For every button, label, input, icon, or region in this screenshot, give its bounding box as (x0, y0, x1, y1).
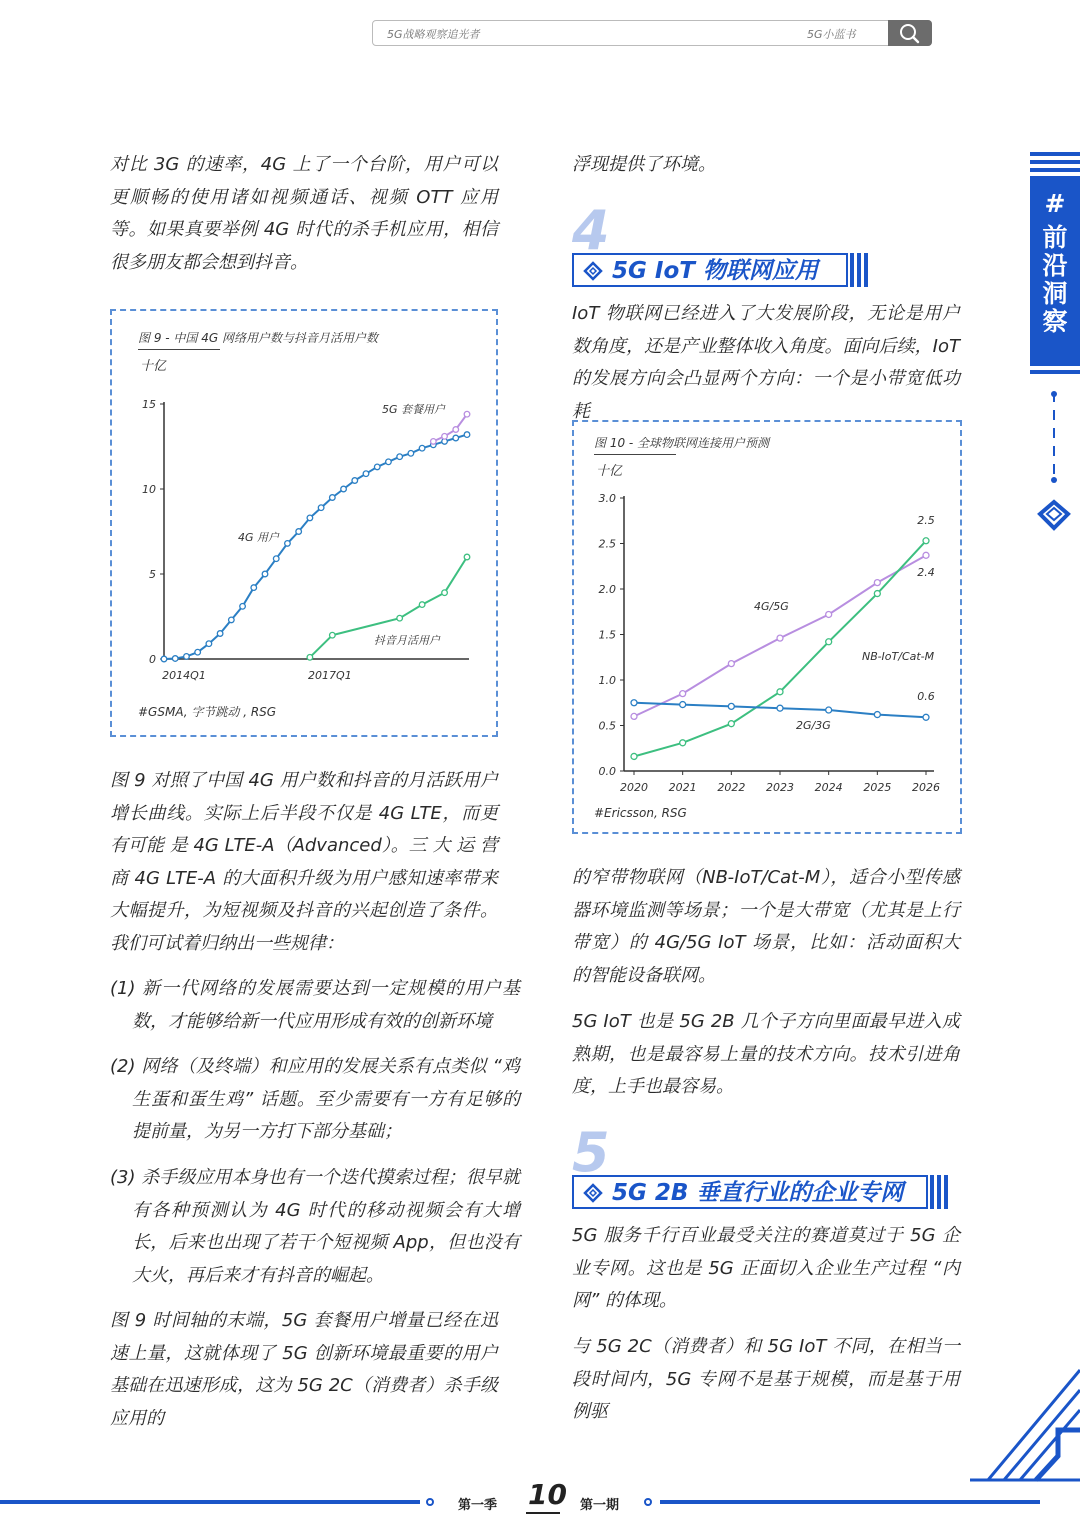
sidebar-char: 察 (1042, 307, 1068, 336)
data-point (431, 439, 437, 445)
series-label: 4G 用户 (238, 531, 280, 544)
section-4-bars (850, 253, 872, 287)
data-point (631, 700, 637, 706)
data-point (307, 515, 313, 521)
data-point (874, 712, 880, 718)
data-point (285, 541, 291, 547)
data-point (923, 538, 929, 544)
series-label: 2G/3G (796, 719, 831, 732)
y-tick-label: 0.0 (598, 765, 616, 778)
section-5-title: 5G 2B 垂直行业的企业专网 (612, 1180, 904, 1206)
data-point (229, 617, 235, 623)
right-paragraph-6: 5G IoT 也是 5G 2B 几个子方向里面最早进入成熟期，也是最容易上量的技术方向。技术引进角度，上手也最容易。 (572, 1011, 960, 1097)
right-paragraph-7: 5G 服务千行百业最受关注的赛道莫过于 5G 企业专网。这也是 5G 正面切入企业生产过程 “内网” 的体现。 (572, 1225, 960, 1311)
sidebar-char: 前 (1042, 223, 1068, 252)
data-point (442, 434, 448, 440)
series-line (634, 541, 926, 757)
y-tick-label: 2.5 (598, 537, 616, 551)
data-point (453, 435, 459, 441)
header-search-bar[interactable] (372, 20, 932, 46)
data-point (777, 689, 783, 695)
data-point (296, 529, 302, 535)
y-tick-label: 1.5 (598, 628, 616, 642)
diamond-icon (582, 1183, 604, 1203)
y-tick-label: 1.0 (598, 674, 616, 687)
data-point (184, 654, 190, 660)
data-point (631, 713, 637, 719)
y-tick-label: 15 (142, 398, 156, 411)
data-point (172, 656, 178, 662)
data-point (777, 705, 783, 711)
data-point (273, 556, 279, 562)
series-line (164, 435, 467, 659)
data-point (631, 753, 637, 759)
data-point (777, 635, 783, 641)
section-5-number: 5 (572, 1121, 610, 1184)
data-point (923, 552, 929, 558)
figure-10-box (572, 420, 962, 834)
data-point (397, 615, 403, 621)
section-4-title: 5G IoT 物联网应用 (612, 258, 818, 284)
y-tick-label: 5 (149, 568, 156, 581)
y-tick-label: 10 (142, 483, 156, 496)
header-right-text: 5G小蓝书 (807, 28, 856, 41)
series-label: 抖音月活用户 (374, 634, 440, 647)
data-point (453, 427, 459, 433)
data-point (680, 702, 686, 708)
diamond-icon (582, 261, 604, 281)
data-label: 2.5 (917, 514, 935, 527)
corner-decoration (968, 1366, 1080, 1482)
header-left-text: 5G战略观察追光者 (387, 28, 480, 41)
footer-line-left (0, 1500, 420, 1504)
y-tick-label: 0.5 (598, 719, 616, 733)
series-label: 4G/5G (754, 600, 789, 613)
data-label: 0.6 (917, 690, 935, 703)
figure-10-chart (574, 422, 960, 832)
footer-season: 第一季 (458, 1498, 498, 1513)
data-point (680, 691, 686, 697)
data-point (374, 464, 380, 470)
data-point (923, 714, 929, 720)
data-point (206, 641, 212, 647)
x-tick-label: 2017Q1 (308, 669, 352, 682)
figure-9-title: 图 9 - 中国 4G 网络用户数与抖音月活用户数 (138, 331, 378, 345)
data-point (352, 478, 358, 484)
y-tick-label: 2.0 (598, 583, 616, 596)
figure-10-unit: 十亿 (596, 464, 623, 479)
y-tick-label: 0 (149, 653, 156, 666)
list-item: (3) 杀手级应用本身也有一个迭代摸索过程；很早就有各种预测认为 4G 时代的移动视频会有大增长，后来也出现了若干个短视频 App，但也没有大火，再后来才有抖音的崛起。 (110, 1167, 520, 1286)
sidebar-char: 沿 (1042, 251, 1068, 280)
data-point (464, 432, 470, 438)
data-point (728, 721, 734, 727)
data-point (307, 655, 313, 661)
x-tick-label: 2024 (814, 781, 843, 794)
data-label: 2.4 (917, 566, 935, 579)
x-tick-label: 2022 (717, 781, 746, 794)
section-5-bars (930, 1175, 952, 1209)
footer-line-right (660, 1500, 1040, 1504)
right-paragraph-0: 浮现提供了环境。 (572, 154, 716, 175)
data-point (826, 707, 832, 713)
x-tick-label: 2023 (766, 781, 794, 794)
search-button[interactable] (888, 20, 932, 46)
x-tick-label: 2026 (912, 781, 940, 794)
data-point (826, 639, 832, 645)
left-paragraph-3: 图 9 时间轴的末端，5G 套餐用户增量已经在迅速上量，这就体现了 5G 创新环境最重要的用户基础在迅速形成，这为 5G 2C（消费者）杀手级应用的 (110, 1310, 498, 1429)
page-number: 10 (528, 1478, 567, 1511)
section-4-number: 4 (572, 199, 610, 262)
right-paragraph-4: IoT 物联网已经进入了大发展阶段，无论是用户数角度，还是产业整体收入角度。面向后续，IoT 的发展方向会凸显两个方向：一个是小带宽低功耗 (572, 303, 960, 422)
figure-9-chart (112, 311, 496, 735)
data-point (728, 703, 734, 709)
data-point (464, 411, 470, 417)
data-point (874, 591, 880, 597)
data-point (363, 471, 369, 477)
data-point (330, 495, 336, 501)
sidebar-hash: # (1044, 189, 1066, 218)
series-label: NB-IoT/Cat-M (862, 650, 935, 663)
data-point (240, 604, 246, 610)
y-tick-label: 3.0 (598, 492, 616, 505)
list-item: (1) 新一代网络的发展需要达到一定规模的用户基数，才能够给新一代应用形成有效的创新环境 (110, 978, 520, 1032)
search-icon (888, 20, 932, 46)
x-tick-label: 2020 (620, 781, 648, 794)
data-point (408, 451, 414, 457)
sidebar-decoration (1036, 388, 1076, 538)
left-paragraph-2: 图 9 对照了中国 4G 用户数和抖音的月活跃用户增长曲线。实际上后半段不仅是 4G LTE，而更有可能 是 4G LTE-A（Advanced）。三 大 运 营 商 4G LTE-A 的大面积升级为用户感知速率带来大幅提升，为短视频及抖音的兴起创造了条件。我们可试着归纳出一些规律： (110, 770, 498, 954)
data-point (318, 505, 324, 511)
right-paragraph-5: 的窄带物联网（NB-IoT/Cat-M），适合小型传感器环境监测等场景；一个是大带宽（尤其是上行带宽）的 4G/5G IoT 场景，比如：活动面积大的智能设备联网。 (572, 867, 960, 986)
data-point (251, 585, 257, 591)
figure-10-source: #Ericsson, RSG (594, 806, 687, 820)
figure-9-unit: 十亿 (140, 359, 167, 374)
section-4-heading (572, 253, 848, 287)
data-point (397, 454, 403, 460)
data-point (728, 661, 734, 667)
data-point (442, 590, 448, 596)
figure-10-title: 图 10 - 全球物联网连接用户预测 (594, 436, 770, 450)
data-point (419, 602, 425, 608)
figure-9-box (110, 309, 498, 737)
x-tick-label: 2014Q1 (162, 669, 206, 682)
series-label: 5G 套餐用户 (382, 403, 446, 416)
data-point (419, 445, 425, 451)
figure-9-source: #GSMA, 字节跳动 , RSG (138, 705, 277, 719)
footer-issue: 第一期 (580, 1498, 620, 1513)
data-point (874, 580, 880, 586)
data-point (330, 632, 336, 638)
left-paragraph-1: 对比 3G 的速率，4G 上了一个台阶，用户可以更顺畅的使用诸如视频通话、视频 OTT 应用等。如果真要举例 4G 时代的杀手机应用，相信很多朋友都会想到抖音。 (110, 154, 498, 273)
data-point (161, 656, 167, 662)
data-point (386, 459, 392, 465)
section-5-heading (572, 1175, 928, 1209)
series-line (433, 414, 467, 441)
data-point (464, 554, 470, 560)
sidebar-title (1030, 190, 1080, 336)
sidebar-char: 洞 (1042, 279, 1068, 308)
data-point (217, 631, 223, 637)
data-point (341, 486, 347, 492)
x-tick-label: 2021 (668, 781, 697, 794)
data-point (195, 649, 201, 655)
right-paragraph-8: 与 5G 2C（消费者）和 5G IoT 不同，在相当一段时间内，5G 专网不是基于规模，而是基于用例驱 (572, 1336, 960, 1422)
list-item: (2) 网络（及终端）和应用的发展关系有点类似 “鸡生蛋和蛋生鸡” 话题。至少需要有一方有足够的提前量，为另一方打下部分基础； (110, 1056, 520, 1142)
sidebar-tab (1030, 152, 1080, 374)
data-point (826, 611, 832, 617)
x-tick-label: 2025 (863, 781, 892, 794)
data-point (680, 740, 686, 746)
data-point (262, 571, 268, 577)
